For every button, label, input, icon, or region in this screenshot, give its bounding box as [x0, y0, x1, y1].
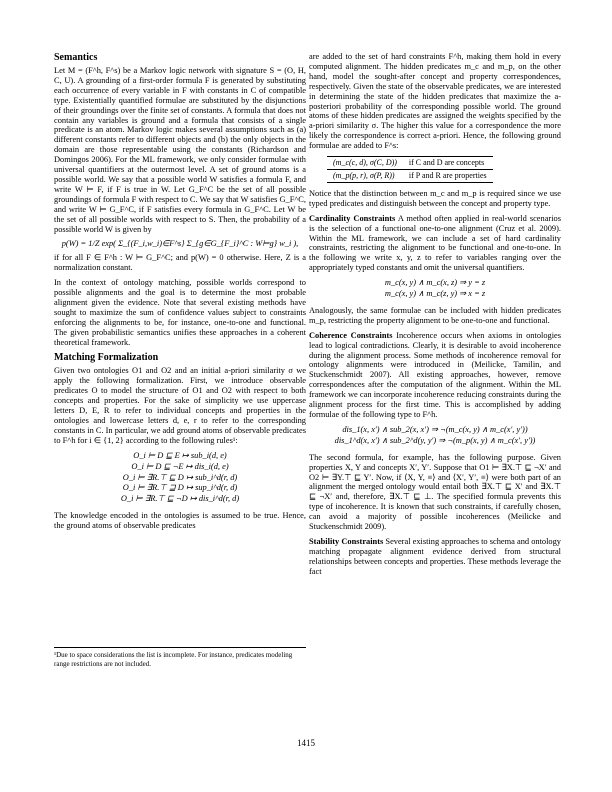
rule-line: O_i ⊨ D ⊑ ¬E ↦ dis_i(d, e) [131, 461, 229, 471]
stability-heading: Stability Constraints [309, 536, 384, 546]
weights-row [327, 169, 493, 182]
semantics-paragraph-3: In the context of ontology matching, possible worlds correspond to possible alignments and the goal is to determine the most probable alignment given the evidence. Note that several existing methods have sought to maximize the sum of confidence values subject to constraints enforcing the alignments to be, for instance, one-to-one and functional. The given probabilistic semantics unifies these approaches in a coherent theoretical framework. [54, 278, 306, 347]
semantics-heading: Semantics [54, 52, 98, 63]
coherence-equation: dis_1(x, x′) ∧ sub_2(x, x′) ⇒ ¬(m_c(x, y) ∧ m_c(x′, y′)) [342, 424, 528, 434]
right-paragraph-1: are added to the set of hard constraints F^h, making them hold in every computed alignment. The hidden predicates m_c and m_p, on the other hand, model the sought-after concept and property correspondences, respectively. Given the state of the observable predicates, we are interested in determining the state of the hidden predicates that maximize the a-posteriori probability of the corresponding possible world. The ground atoms of these hidden predicates are assigned the weights specified by the a-priori similarity σ. The higher this value for a correspondence the more likely the correspondence is correct a-priori. Hence, the following ground formulae are added to F^s: [309, 52, 561, 151]
weights-table [327, 156, 493, 183]
stability-text: Several existing approaches to schema and ontology matching propagate alignment evidence derived from structural relationships between concepts and properties. These methods leverage the fact [309, 536, 561, 576]
coherence-equation: dis_1^d(x, x′) ∧ sub_2^d(y, y′) ⇒ ¬(m_p(x, y) ∧ m_c(x′, y′)) [334, 435, 536, 445]
cardinality-paragraph [309, 214, 561, 273]
weights-note: if P and R are properties [403, 169, 493, 182]
weights-row [327, 157, 493, 170]
probability-equation: p(W) = 1/Z exp( Σ_{(F_i,w_i)∈F^s} Σ_{g∈G_{F_i}^C : W⊨g} w_i ), [61, 239, 299, 249]
left-column [54, 52, 306, 536]
weights-formula: (m_p(p, r), σ(P, R)) [327, 169, 403, 182]
semantics-paragraph-1: Let M = (F^h, F^s) be a Markov logic network with signature S = (O, H, C, U). A grounding of a first-order formula F is generated by substituting each occurrence of every variable in F with constants in C of compatible type. Existentially quantified formulae are substituted by the disjunctions of their groundings over the finite set of constants. A formula that does not contain any variables is ground and a formula that consists of a single predicate is an atom. Markov logic makes several assumptions such as (a) different constants refer to different objects and (b) the only objects in the domain are those representable using the constants (Richardson and Domingos 2006). For the ML framework, we only consider formulae with universal quantifiers at the outermost level. A set of ground atoms is a possible world. We say that a possible world W satisfies a formula F, and write W ⊨ F, if F is true in W. Let G_F^C be the set of all possible groundings of formula F with respect to C. We say that W satisfies G_F^C, and write W ⊨ G_F^C, if F satisfies every formula in G_F^C. Let W be the set of all possible worlds with respect to S. Then, the probability of a possible world W is given by [54, 66, 306, 234]
semantics-paragraph-2: if for all F ∈ F^h : W ⊨ G_F^C; and p(W) = 0 otherwise. Here, Z is a normalization constant. [54, 253, 306, 273]
page-number: 1415 [297, 738, 315, 748]
right-paragraph-2: Notice that the distinction between m_c and m_p is required since we use typed predicates and distinguish between the concept and property type. [309, 188, 561, 208]
cardinality-equation: m_c(x, y) ∧ m_c(z, y) ⇒ x = z [384, 289, 486, 299]
rule-line: O_i ⊨ ∃R.⊤ ⊑ D ↦ sub_i^d(r, d) [122, 472, 238, 482]
footnote: ¹Due to space considerations the list is incomplete. For instance, predicates modeling range restrictions are not included. [54, 647, 306, 668]
coherence-paragraph [309, 331, 561, 420]
cardinality-text: A method often applied in real-world scenarios is the selection of a functional one-to-one alignment (Cruz et al. 2009). Within the ML framework, we can include a set of hard cardinality constraints, restricting the alignment to be functional and one-to-one. In the following we write x, y, z to refer to variables ranging over the appropriately typed constants and omit the universal quantifiers. [309, 213, 561, 273]
right-column [309, 52, 561, 582]
cardinality-heading: Cardinality Constraints [309, 213, 396, 223]
coherence-heading: Coherence Constraints [309, 330, 393, 340]
weights-formula: (m_c(c, d), σ(C, D)) [327, 157, 403, 170]
cardinality-equation: m_c(x, y) ∧ m_c(x, z) ⇒ y = z [384, 278, 486, 288]
rule-line: O_i ⊨ ∃R.⊤ ⊒ D ↦ sup_i^d(r, d) [122, 483, 238, 493]
stability-paragraph [309, 537, 561, 577]
rules-list [54, 451, 306, 505]
rule-line: O_i ⊨ ∃R.⊤ ⊑ ¬D ↦ dis_i^d(r, d) [120, 494, 240, 504]
coherence-paragraph-2: The second formula, for example, has the following purpose. Given properties X, Y and concepts X′, Y′. Suppose that O1 ⊨ ∃X.⊤ ⊑ ¬X′ and O2 ⊨ ∃Y.⊤ ⊑ Y′. Now, if ⟨X, Y, ≡⟩ and ⟨X′, Y′, ≡⟩ were both part of an alignment the merged ontology would entail both ∃X.⊤ ⊑ X′ and ∃X.⊤ ⊑ ¬X′ and, therefore, ∃X.⊤ ⊑ ⊥. The specified formula prevents this type of incoherence. It is known that such constraints, if carefully chosen, can avoid a majority of possible incoherences (Meilicke and Stuckenschmidt 2009). [309, 452, 561, 532]
coherence-text: Incoherence occurs when axioms in ontologies lead to logical contradictions. Clearly, it is desirable to avoid incoherence during the alignment process. Some methods of incoherence removal for ontology alignments were introduced in (Meilicke, Tamilin, and Stuckenschmidt 2007). All existing approaches, however, remove correspondences after the computation of the alignment. Within the ML framework we can incorporate incoherence reducing constraints during the alignment process for the first time. This is accomplished by adding formulae of the following type to F^h. [309, 330, 562, 419]
rule-line: O_i ⊨ D ⊑ E ↦ sub_i(d, e) [133, 450, 227, 460]
cardinality-paragraph-2: Analogously, the same formulae can be included with hidden predicates m_p, restricting the property alignment to be one-to-one and functional. [309, 305, 561, 325]
weights-note: if C and D are concepts [403, 157, 493, 170]
matching-paragraph-2: The knowledge encoded in the ontologies is assumed to be true. Hence, the ground atoms of observable predicates [54, 511, 306, 531]
matching-heading: Matching Formalization [54, 352, 159, 364]
matching-paragraph-1: Given two ontologies O1 and O2 and an initial a-priori similarity σ we apply the following formalization. First, we introduce observable predicates O to model the structure of O1 and O2 with respect to both concepts and properties. For the sake of simplicity we use uppercase letters D, E, R to refer to individual concepts and properties in the ontologies and lowercase letters d, e, r to refer to the corresponding constants in C. In particular, we add ground atoms of observable predicates to F^h for i ∈ {1, 2} according to the following rules¹: [54, 366, 307, 445]
